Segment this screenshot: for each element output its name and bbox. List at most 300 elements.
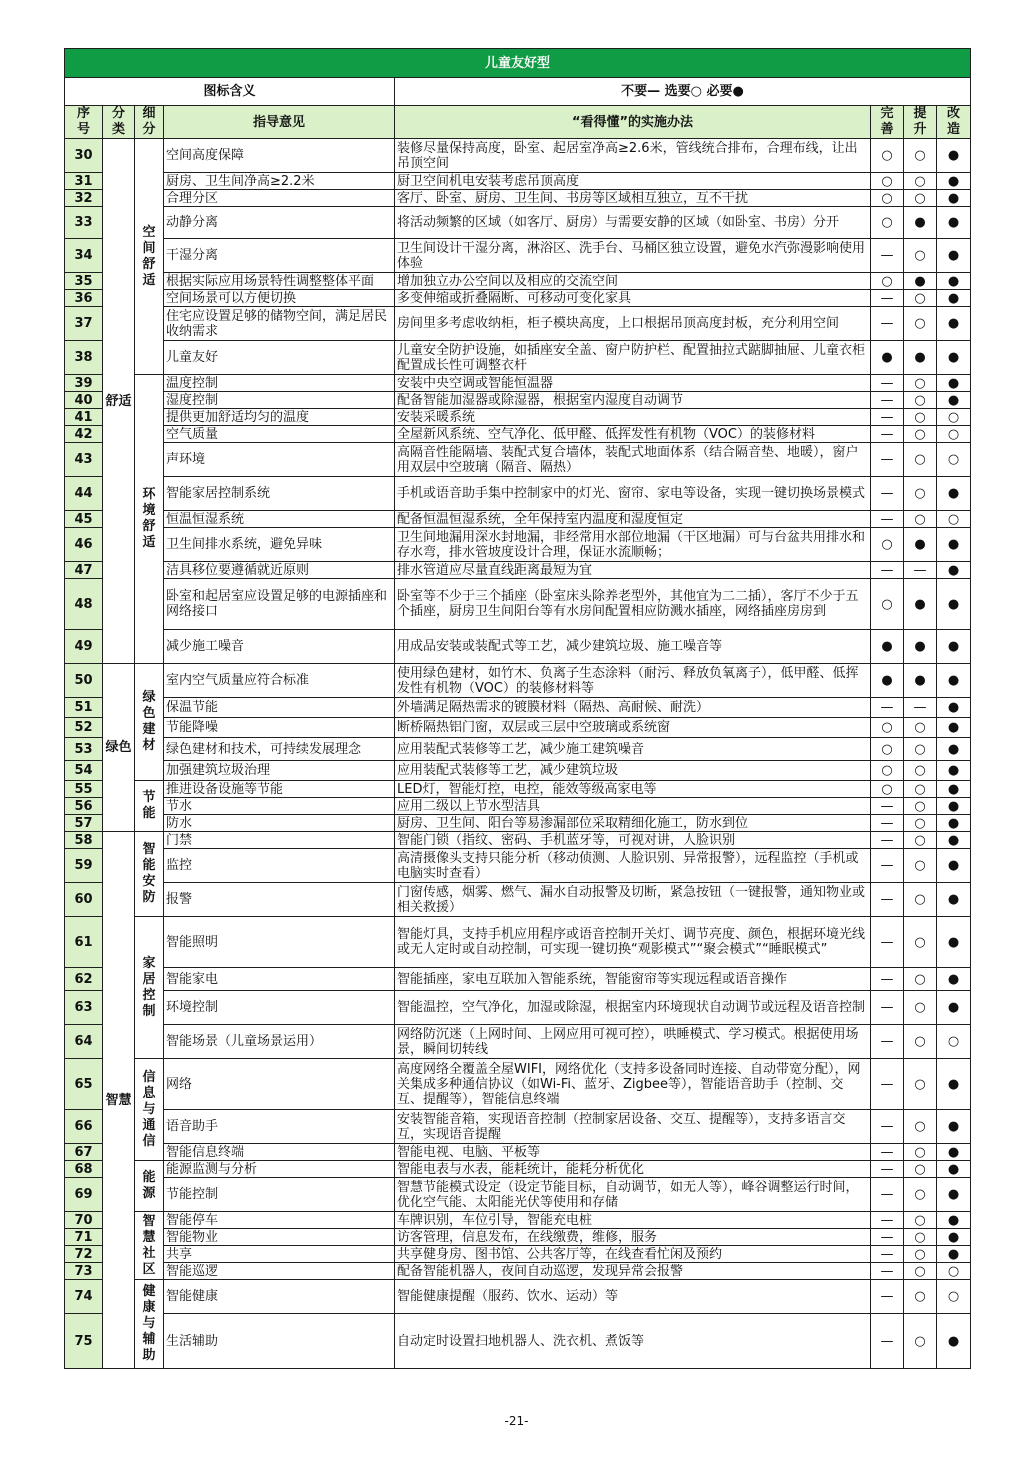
renovate-mark: ● — [937, 139, 971, 173]
method-cell: 智慧节能模式设定（设定节能目标，自动调节，如无人等），峰谷调整运行时间，优化空气能、太阳能光伏等使用和存储 — [395, 1178, 871, 1212]
renovate-mark: ● — [937, 761, 971, 781]
guidance-cell: 监控 — [164, 849, 395, 883]
method-cell: 配备智能加湿器或除湿器，根据室内湿度自动调节 — [395, 392, 871, 409]
improve-mark: ○ — [904, 1246, 937, 1263]
table-row — [65, 991, 971, 1025]
table-row — [65, 1178, 971, 1212]
renovate-mark: ● — [937, 273, 971, 290]
row-number: 68 — [65, 1161, 103, 1178]
category-cell — [103, 832, 135, 1369]
table-row — [65, 1280, 971, 1314]
row-number: 62 — [65, 968, 103, 991]
table-row — [65, 1025, 971, 1059]
perfect-mark: ○ — [871, 718, 904, 738]
perfect-mark: — — [871, 968, 904, 991]
method-cell: 卫生间设计干湿分离，淋浴区、洗手台、马桶区独立设置，避免水汽弥漫影响使用体验 — [395, 239, 871, 273]
method-cell: 高清摄像头支持只能分析（移动侦测、人脸识别、异常报警），远程监控（手机或电脑实时查看） — [395, 849, 871, 883]
table-row — [65, 738, 971, 761]
table-row — [65, 139, 971, 173]
improve-mark: ● — [904, 579, 937, 630]
renovate-mark: ● — [937, 477, 971, 511]
guidance-cell: 根据实际应用场景特性调整整体平面 — [164, 273, 395, 290]
row-number: 75 — [65, 1314, 103, 1369]
renovate-mark: ● — [937, 528, 971, 562]
category-cell — [103, 139, 135, 664]
header-subcategory: 细分 — [135, 106, 164, 139]
method-cell: 全屋新风系统、空气净化、低甲醛、低挥发性有机物（VOC）的装修材料 — [395, 426, 871, 443]
guidance-cell: 湿度控制 — [164, 392, 395, 409]
subcategory-cell — [135, 781, 164, 832]
table-row — [65, 798, 971, 815]
guidance-cell: 洁具移位要遵循就近原则 — [164, 562, 395, 579]
improve-mark: ○ — [904, 426, 937, 443]
renovate-mark: ○ — [937, 426, 971, 443]
method-cell: 智能健康提醒（服药、饮水、运动）等 — [395, 1280, 871, 1314]
subcategory-label: 信息与通信 — [142, 1069, 156, 1149]
guidance-cell: 环境控制 — [164, 991, 395, 1025]
subcategory-cell — [135, 375, 164, 664]
improve-mark: ○ — [904, 239, 937, 273]
method-cell: 门窗传感，烟雾、燃气、漏水自动报警及切断，紧急按钮（一键报警，通知物业或相关救援） — [395, 883, 871, 917]
guidance-cell: 空间高度保障 — [164, 139, 395, 173]
subcategory-label: 空间舒适 — [142, 224, 156, 288]
guidance-cell: 智能物业 — [164, 1229, 395, 1246]
method-cell: 安装智能音箱，实现语音控制（控制家居设备、交互、提醒等），支持多语言交互，实现语音提醒 — [395, 1110, 871, 1144]
perfect-mark: ○ — [871, 579, 904, 630]
renovate-mark: ○ — [937, 409, 971, 426]
table-row — [65, 307, 971, 341]
improve-mark: — — [904, 698, 937, 718]
subcategory-cell — [135, 139, 164, 375]
perfect-mark: — — [871, 477, 904, 511]
row-number: 71 — [65, 1229, 103, 1246]
table-row — [65, 207, 971, 239]
renovate-mark: ● — [937, 664, 971, 698]
guidance-cell: 语音助手 — [164, 1110, 395, 1144]
guidance-cell: 节水 — [164, 798, 395, 815]
table-body — [65, 49, 971, 1369]
table-row — [65, 426, 971, 443]
table-row — [65, 815, 971, 832]
legend-row — [65, 78, 971, 106]
perfect-mark: — — [871, 375, 904, 392]
table-row — [65, 190, 971, 207]
improve-mark: ○ — [904, 1314, 937, 1369]
guidance-cell: 智能照明 — [164, 917, 395, 968]
subcategory-cell — [135, 1280, 164, 1369]
row-number: 72 — [65, 1246, 103, 1263]
renovate-mark: ● — [937, 1110, 971, 1144]
perfect-mark: — — [871, 307, 904, 341]
renovate-mark: ● — [937, 341, 971, 375]
subcategory-label: 能源 — [142, 1170, 156, 1201]
row-number: 47 — [65, 562, 103, 579]
table-row — [65, 1263, 971, 1280]
table-row — [65, 1229, 971, 1246]
guidance-cell: 智能家电 — [164, 968, 395, 991]
table-row — [65, 664, 971, 698]
row-number: 66 — [65, 1110, 103, 1144]
guidance-cell: 卫生间排水系统，避免异味 — [164, 528, 395, 562]
row-number: 53 — [65, 738, 103, 761]
perfect-mark: — — [871, 443, 904, 477]
perfect-mark: — — [871, 392, 904, 409]
method-cell: 使用绿色建材，如竹木、负离子生态涂料（耐污、释放负氧离子），低甲醛、低挥发性有机物（VOC）的装修材料等 — [395, 664, 871, 698]
table-row — [65, 375, 971, 392]
improve-mark: ○ — [904, 290, 937, 307]
perfect-mark: ○ — [871, 273, 904, 290]
perfect-mark: ○ — [871, 207, 904, 239]
method-cell: 智能插座，家电互联加入智能系统，智能窗帘等实现远程或语音操作 — [395, 968, 871, 991]
method-cell: 将活动频繁的区域（如客厅、厨房）与需要安静的区域（如卧室、书房）分开 — [395, 207, 871, 239]
renovate-mark: ● — [937, 290, 971, 307]
method-cell: 断桥隔热铝门窗，双层或三层中空玻璃或系统窗 — [395, 718, 871, 738]
header-perfect: 完善 — [871, 106, 904, 139]
renovate-mark: ● — [937, 1059, 971, 1110]
guidance-cell: 智能场景（儿童场景运用） — [164, 1025, 395, 1059]
row-number: 36 — [65, 290, 103, 307]
table-row — [65, 781, 971, 798]
perfect-mark: — — [871, 1110, 904, 1144]
renovate-mark: ● — [937, 968, 971, 991]
perfect-mark: — — [871, 883, 904, 917]
perfect-mark: — — [871, 1161, 904, 1178]
category-label: 智慧 — [105, 1092, 132, 1108]
subcategory-label: 智慧社区 — [142, 1213, 156, 1277]
header-category: 分类 — [103, 106, 135, 139]
improve-mark: ○ — [904, 815, 937, 832]
renovate-mark: ● — [937, 849, 971, 883]
row-number: 74 — [65, 1280, 103, 1314]
table-row — [65, 173, 971, 190]
subcategory-cell — [135, 664, 164, 781]
improve-mark: ○ — [904, 761, 937, 781]
guidance-cell: 提供更加舒适均匀的温度 — [164, 409, 395, 426]
row-number: 73 — [65, 1263, 103, 1280]
guidance-cell: 报警 — [164, 883, 395, 917]
method-cell: 外墙满足隔热需求的镀膜材料（隔热、高耐候、耐洗） — [395, 698, 871, 718]
renovate-mark: ● — [937, 883, 971, 917]
row-number: 34 — [65, 239, 103, 273]
improve-mark: ● — [904, 341, 937, 375]
row-number: 31 — [65, 173, 103, 190]
perfect-mark: ○ — [871, 139, 904, 173]
method-cell: 排水管道应尽量直线距离最短为宜 — [395, 562, 871, 579]
category-label: 舒适 — [105, 393, 132, 409]
guidance-cell: 减少施工噪音 — [164, 630, 395, 664]
table-row — [65, 477, 971, 511]
method-cell: 智能门锁（指纹、密码、手机蓝牙等，可视对讲，人脸识别 — [395, 832, 871, 849]
improve-mark: ○ — [904, 307, 937, 341]
method-cell: 配备恒温恒湿系统，全年保持室内温度和湿度恒定 — [395, 511, 871, 528]
method-cell: 增加独立办公空间以及相应的交流空间 — [395, 273, 871, 290]
perfect-mark: — — [871, 239, 904, 273]
guidance-cell: 智能巡逻 — [164, 1263, 395, 1280]
improve-mark: — — [904, 562, 937, 579]
guidance-cell: 合理分区 — [164, 190, 395, 207]
guidance-cell: 智能健康 — [164, 1280, 395, 1314]
subcategory-label: 绿色建材 — [142, 690, 156, 753]
improve-mark: ○ — [904, 375, 937, 392]
row-number: 33 — [65, 207, 103, 239]
row-number: 35 — [65, 273, 103, 290]
improve-mark: ○ — [904, 1212, 937, 1229]
page-number: -21- — [504, 1414, 529, 1428]
table-row — [65, 1246, 971, 1263]
perfect-mark: ● — [871, 341, 904, 375]
table-row — [65, 341, 971, 375]
method-cell: 客厅、卧室、厨房、卫生间、书房等区域相互独立，互不干扰 — [395, 190, 871, 207]
guidance-cell: 空间场景可以方便切换 — [164, 290, 395, 307]
improve-mark: ○ — [904, 968, 937, 991]
guidance-cell: 空气质量 — [164, 426, 395, 443]
row-number: 42 — [65, 426, 103, 443]
improve-mark: ○ — [904, 409, 937, 426]
row-number: 63 — [65, 991, 103, 1025]
renovate-mark: ● — [937, 832, 971, 849]
renovate-mark: ● — [937, 917, 971, 968]
guidance-cell: 智能信息终端 — [164, 1144, 395, 1161]
renovate-mark: ● — [937, 173, 971, 190]
method-cell: 智能电表与水表，能耗统计，能耗分析优化 — [395, 1161, 871, 1178]
method-cell: 应用装配式装修等工艺，减少施工建筑噪音 — [395, 738, 871, 761]
perfect-mark: — — [871, 849, 904, 883]
legend-label: 图标含义 — [65, 78, 395, 106]
method-cell: 手机或语音助手集中控制家中的灯光、窗帘、家电等设备，实现一键切换场景模式 — [395, 477, 871, 511]
guidance-cell: 声环境 — [164, 443, 395, 477]
row-number: 45 — [65, 511, 103, 528]
subcategory-label: 节能 — [142, 790, 156, 821]
improve-mark: ○ — [904, 798, 937, 815]
guidance-cell: 节能控制 — [164, 1178, 395, 1212]
method-cell: 应用二级以上节水型洁具 — [395, 798, 871, 815]
renovate-mark: ○ — [937, 1280, 971, 1314]
improve-mark: ○ — [904, 139, 937, 173]
row-number: 54 — [65, 761, 103, 781]
row-number: 64 — [65, 1025, 103, 1059]
category-label: 绿色 — [105, 740, 132, 755]
guideline-table — [64, 48, 971, 1369]
guidance-cell: 推进设备设施等节能 — [164, 781, 395, 798]
method-cell: 自动定时设置扫地机器人、洗衣机、煮饭等 — [395, 1314, 871, 1369]
improve-mark: ○ — [904, 1229, 937, 1246]
row-number: 58 — [65, 832, 103, 849]
perfect-mark: — — [871, 917, 904, 968]
table-row — [65, 718, 971, 738]
guidance-cell: 生活辅助 — [164, 1314, 395, 1369]
row-number: 44 — [65, 477, 103, 511]
title-row — [65, 49, 971, 78]
guidance-cell: 温度控制 — [164, 375, 395, 392]
method-cell: LED灯，智能灯控，电控，能效等级高家电等 — [395, 781, 871, 798]
table-row — [65, 630, 971, 664]
perfect-mark: — — [871, 1263, 904, 1280]
table-row — [65, 1059, 971, 1110]
row-number: 50 — [65, 664, 103, 698]
renovate-mark: ● — [937, 698, 971, 718]
method-cell: 安装中央空调或智能恒温器 — [395, 375, 871, 392]
table-row — [65, 1212, 971, 1229]
table-title: 儿童友好型 — [65, 49, 971, 78]
method-cell: 房间里多考虑收纳柜，柜子模块高度，上口根据吊顶高度封板，充分利用空间 — [395, 307, 871, 341]
header-improve: 提升 — [904, 106, 937, 139]
improve-mark: ○ — [904, 991, 937, 1025]
method-cell: 智能灯具，支持手机应用程序或语音控制开关灯、调节亮度、颜色，根据环境光线或无人定时或自动控制，可实现一键切换“观影模式”“聚会模式”“睡眠模式” — [395, 917, 871, 968]
header-method: “看得懂”的实施办法 — [395, 106, 871, 139]
header-guidance: 指导意见 — [164, 106, 395, 139]
renovate-mark: ● — [937, 718, 971, 738]
renovate-mark: ● — [937, 392, 971, 409]
guidance-cell: 智能家居控制系统 — [164, 477, 395, 511]
improve-mark: ○ — [904, 738, 937, 761]
improve-mark: ● — [904, 207, 937, 239]
renovate-mark: ● — [937, 991, 971, 1025]
row-number: 41 — [65, 409, 103, 426]
improve-mark: ○ — [904, 718, 937, 738]
perfect-mark: — — [871, 798, 904, 815]
method-cell: 安装采暖系统 — [395, 409, 871, 426]
row-number: 46 — [65, 528, 103, 562]
perfect-mark: — — [871, 1144, 904, 1161]
improve-mark: ○ — [904, 1280, 937, 1314]
perfect-mark: — — [871, 1229, 904, 1246]
method-cell: 高隔音性能隔墙、装配式复合墙体，装配式地面体系（结合隔音垫、地暖），窗户用双层中空玻璃（隔音、隔热） — [395, 443, 871, 477]
method-cell: 卫生间地漏用深水封地漏，非经常用水部位地漏（干区地漏）可与台盆共用排水和存水弯，排水管坡度设计合理，保证水流顺畅； — [395, 528, 871, 562]
method-cell: 卧室等不少于三个插座（卧室床头除养老型外，其他宜为二二插），客厅不少于五个插座，厨房卫生间阳台等有水房间配置相应防溅水插座，网络插座房房到 — [395, 579, 871, 630]
row-number: 39 — [65, 375, 103, 392]
method-cell: 网络防沉迷（上网时间、上网应用可视可控），哄睡模式、学习模式。根据使用场景，瞬间切转线 — [395, 1025, 871, 1059]
method-cell: 车牌识别，车位引导，智能充电桩 — [395, 1212, 871, 1229]
row-number: 37 — [65, 307, 103, 341]
improve-mark: ○ — [904, 477, 937, 511]
renovate-mark: ● — [937, 207, 971, 239]
header-renovate: 改造 — [937, 106, 971, 139]
row-number: 51 — [65, 698, 103, 718]
row-number: 32 — [65, 190, 103, 207]
improve-mark: ○ — [904, 832, 937, 849]
guidance-cell: 共享 — [164, 1246, 395, 1263]
renovate-mark: ● — [937, 579, 971, 630]
row-number: 69 — [65, 1178, 103, 1212]
perfect-mark: — — [871, 290, 904, 307]
legend-keys: 不要— 选要○ 必要● — [395, 78, 971, 106]
table-row — [65, 239, 971, 273]
guidance-cell: 绿色建材和技术，可持续发展理念 — [164, 738, 395, 761]
perfect-mark: ○ — [871, 761, 904, 781]
row-number: 65 — [65, 1059, 103, 1110]
renovate-mark: ○ — [937, 1263, 971, 1280]
method-cell: 共享健身房、图书馆、公共客厅等，在线查看忙闲及预约 — [395, 1246, 871, 1263]
perfect-mark: — — [871, 562, 904, 579]
method-cell: 多变伸缩或折叠隔断、可移动可变化家具 — [395, 290, 871, 307]
row-number: 49 — [65, 630, 103, 664]
row-number: 59 — [65, 849, 103, 883]
perfect-mark: — — [871, 1314, 904, 1369]
method-cell: 配备智能机器人，夜间自动巡逻，发现异常会报警 — [395, 1263, 871, 1280]
renovate-mark: ● — [937, 1144, 971, 1161]
renovate-mark: ● — [937, 738, 971, 761]
method-cell: 装修尽量保持高度，卧室、起居室净高≥2.6米，管线统合排布，合理布线，让出吊顶空间 — [395, 139, 871, 173]
method-cell: 儿童安全防护设施，如插座安全盖、窗户防护栏、配置抽拉式踮脚抽屉、儿童衣柜配置成长性可调整衣杆 — [395, 341, 871, 375]
renovate-mark: ● — [937, 781, 971, 798]
perfect-mark: — — [871, 426, 904, 443]
row-number: 30 — [65, 139, 103, 173]
renovate-mark: ● — [937, 1212, 971, 1229]
improve-mark: ○ — [904, 173, 937, 190]
method-cell: 智能电视、电脑、平板等 — [395, 1144, 871, 1161]
guidance-cell: 能源监测与分析 — [164, 1161, 395, 1178]
table-row — [65, 579, 971, 630]
improve-mark: ● — [904, 664, 937, 698]
renovate-mark: ○ — [937, 443, 971, 477]
row-number: 55 — [65, 781, 103, 798]
perfect-mark: — — [871, 698, 904, 718]
table-row — [65, 1144, 971, 1161]
subcategory-label: 家居控制 — [142, 955, 156, 1019]
guidance-cell: 节能降噪 — [164, 718, 395, 738]
table-row — [65, 832, 971, 849]
perfect-mark: — — [871, 1212, 904, 1229]
improve-mark: ○ — [904, 511, 937, 528]
table-row — [65, 290, 971, 307]
perfect-mark: — — [871, 1059, 904, 1110]
table-row — [65, 849, 971, 883]
subcategory-label: 智能安防 — [142, 842, 156, 905]
guidance-cell: 动静分离 — [164, 207, 395, 239]
method-cell: 用成品安装或装配式等工艺，减少建筑垃圾、施工噪音等 — [395, 630, 871, 664]
perfect-mark: — — [871, 1246, 904, 1263]
method-cell: 智能温控，空气净化，加湿或除湿，根据室内环境现状自动调节或远程及语音控制 — [395, 991, 871, 1025]
improve-mark: ○ — [904, 849, 937, 883]
row-number: 43 — [65, 443, 103, 477]
table-row — [65, 917, 971, 968]
improve-mark: ○ — [904, 1025, 937, 1059]
header-no: 序号 — [65, 106, 103, 139]
renovate-mark: ● — [937, 1246, 971, 1263]
row-number: 61 — [65, 917, 103, 968]
table-row — [65, 528, 971, 562]
subcategory-label: 健康与辅助 — [142, 1284, 156, 1363]
improve-mark: ○ — [904, 1161, 937, 1178]
improve-mark: ● — [904, 630, 937, 664]
row-number: 57 — [65, 815, 103, 832]
perfect-mark: ○ — [871, 738, 904, 761]
renovate-mark: ● — [937, 1229, 971, 1246]
method-cell: 应用装配式装修等工艺，减少建筑垃圾 — [395, 761, 871, 781]
guidance-cell: 卧室和起居室应设置足够的电源插座和网络接口 — [164, 579, 395, 630]
renovate-mark: ● — [937, 815, 971, 832]
row-number: 60 — [65, 883, 103, 917]
guidance-cell: 防水 — [164, 815, 395, 832]
renovate-mark: ● — [937, 307, 971, 341]
perfect-mark: — — [871, 511, 904, 528]
row-number: 40 — [65, 392, 103, 409]
improve-mark: ○ — [904, 1059, 937, 1110]
subcategory-cell — [135, 1059, 164, 1161]
row-number: 38 — [65, 341, 103, 375]
improve-mark: ○ — [904, 1144, 937, 1161]
guidance-cell: 住宅应设置足够的储物空间，满足居民收纳需求 — [164, 307, 395, 341]
guidance-cell: 恒温恒湿系统 — [164, 511, 395, 528]
perfect-mark: ○ — [871, 190, 904, 207]
perfect-mark: ○ — [871, 528, 904, 562]
improve-mark: ○ — [904, 443, 937, 477]
table-row — [65, 562, 971, 579]
method-cell: 厨卫空间机电安装考虑吊顶高度 — [395, 173, 871, 190]
method-cell: 厨房、卫生间、阳台等易渗漏部位采取精细化施工，防水到位 — [395, 815, 871, 832]
perfect-mark: — — [871, 991, 904, 1025]
renovate-mark: ○ — [937, 1025, 971, 1059]
